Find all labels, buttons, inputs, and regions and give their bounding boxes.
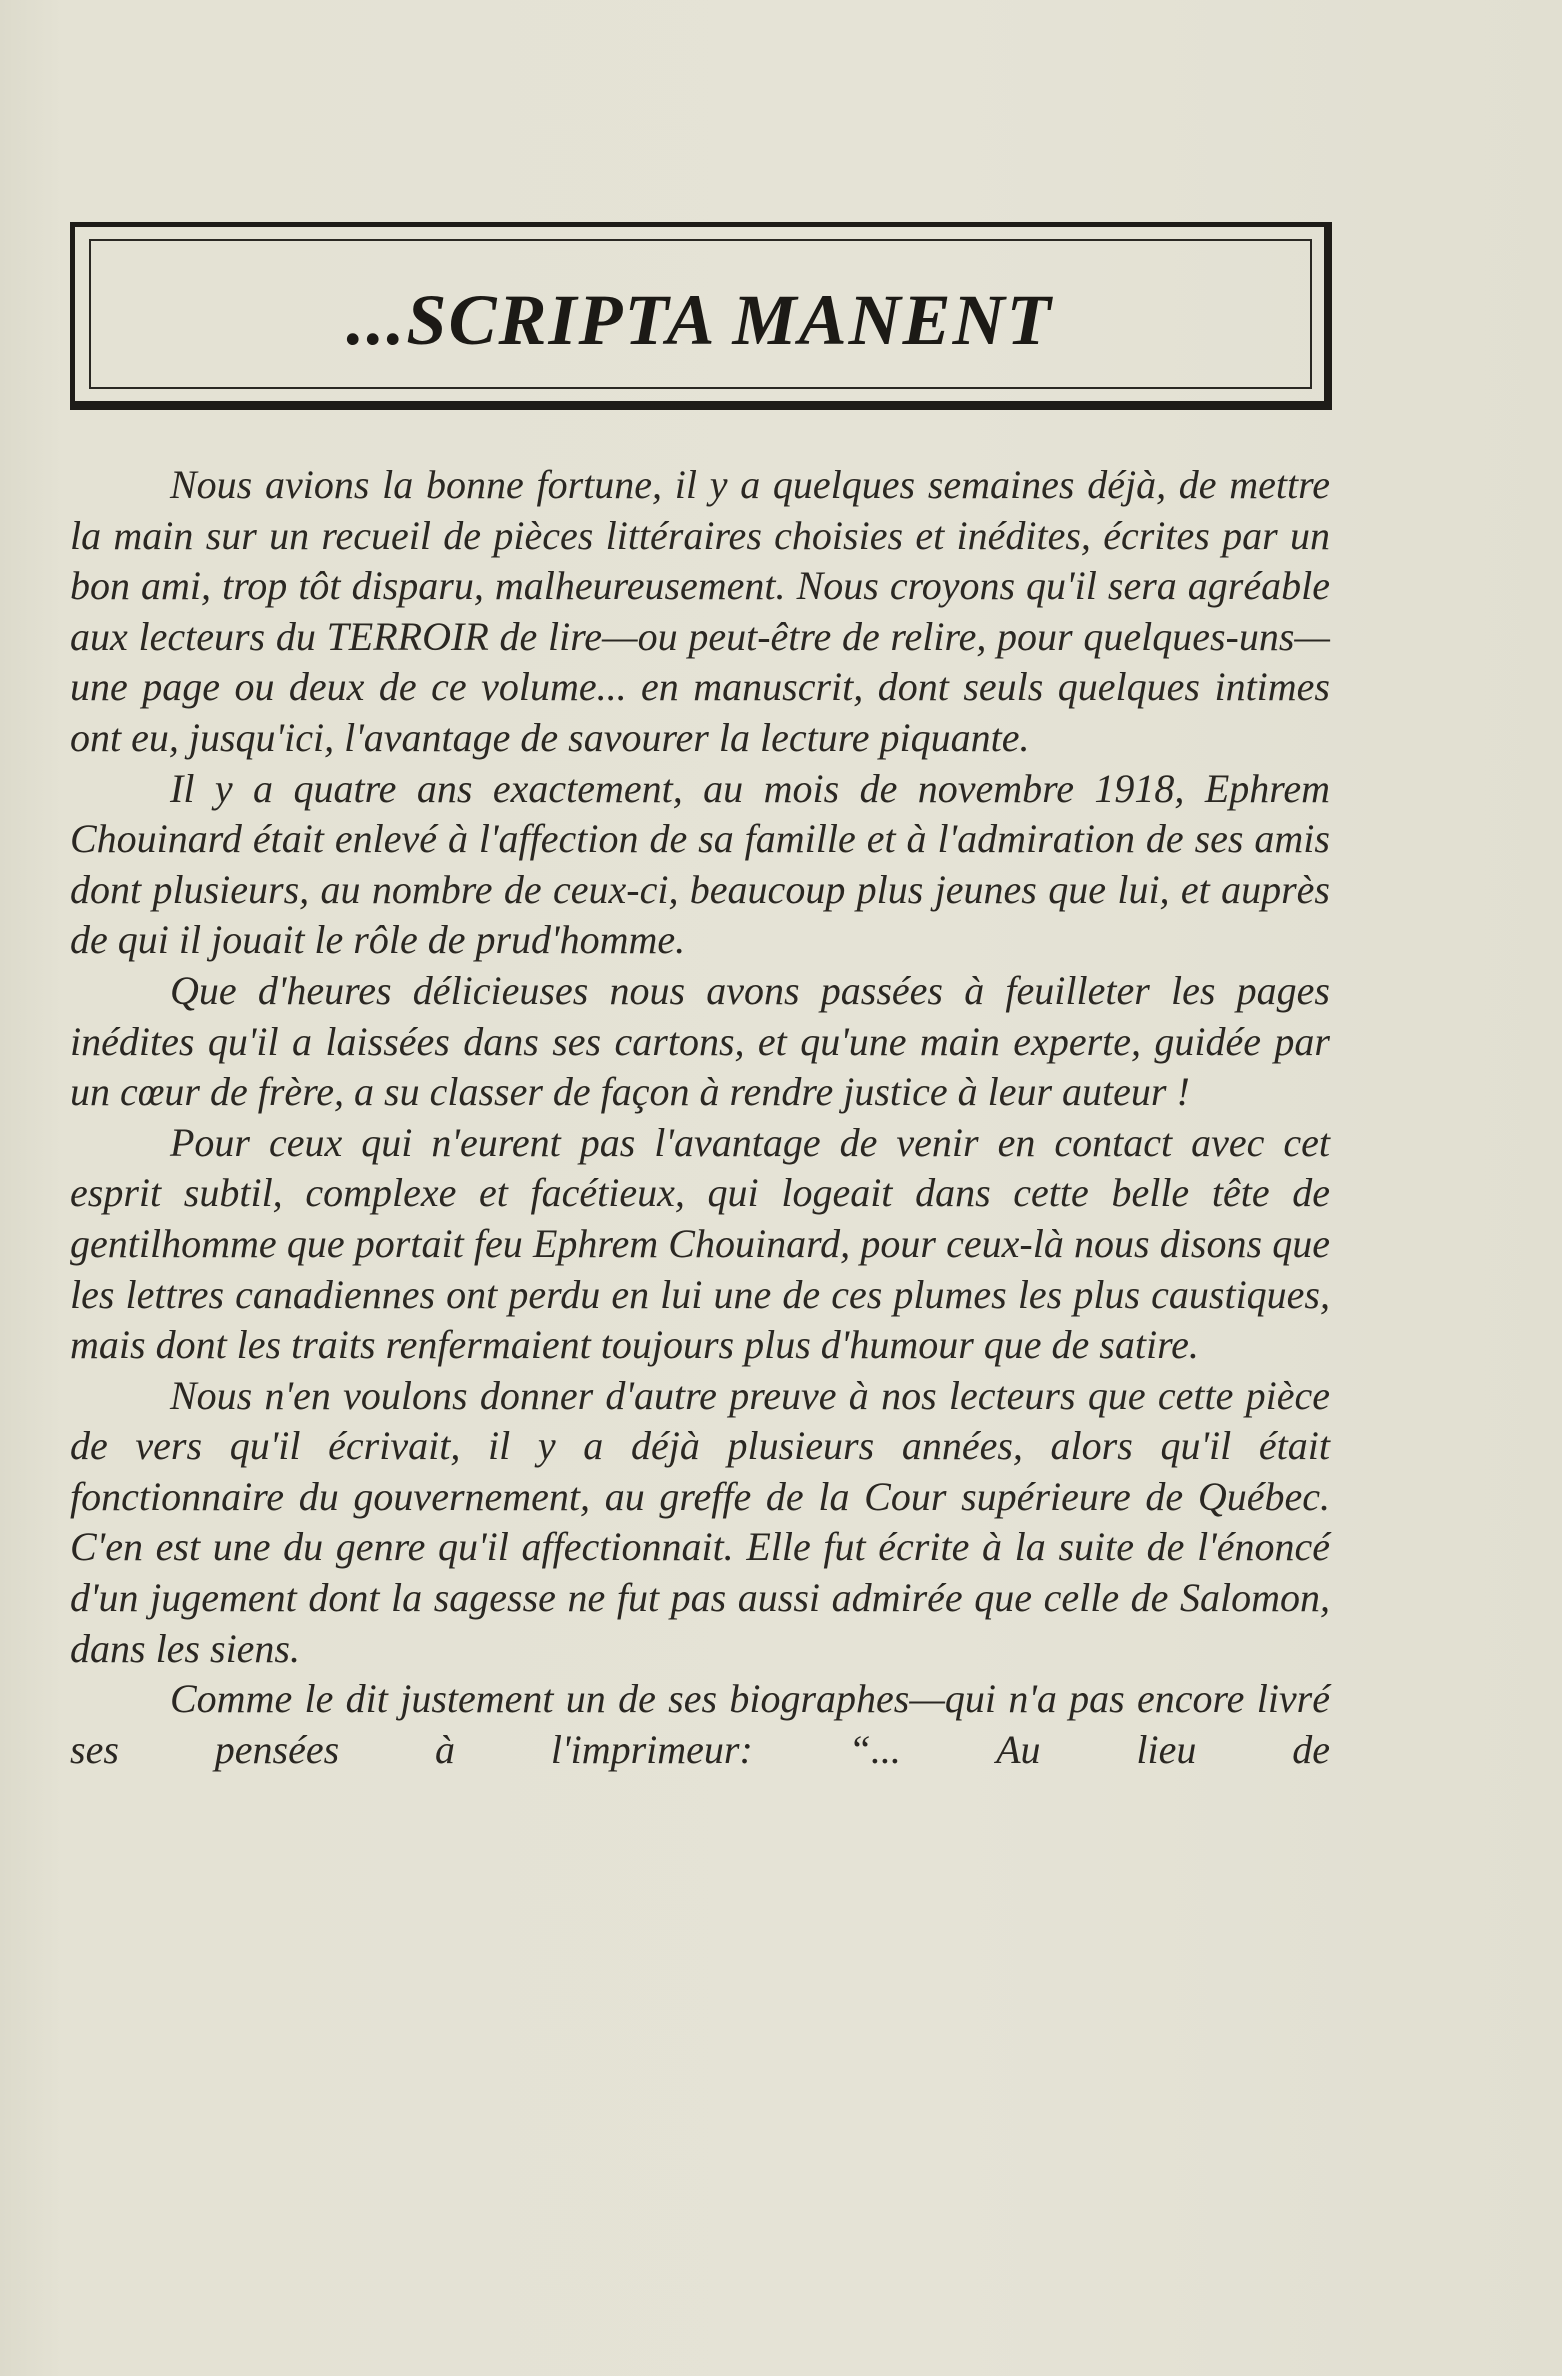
paragraph: Nous avions la bonne fortune, il y a quelques semaines déjà, de mettre la main sur un recueil de pièces littéraires choisies et inédites, écrites par un bon ami, trop tôt disparu, malheureusement. Nous croyons qu'il sera agréable aux lecteurs du TERROIR de lire—ou peut-être de relire, pour quelques-uns—une page ou deux de ce volume... en manuscrit, dont seuls quelques intimes ont eu, jusqu'ici, l'avantage de savourer la lecture piquante.	[70, 462, 1330, 760]
article-body	[70, 460, 1330, 1775]
paragraph: Que d'heures délicieuses nous avons passées à feuilleter les pages inédites qu'il a laissées dans ses cartons, et qu'une main experte, guidée par un cœur de frère, a su classer de façon à rendre justice à leur auteur !	[70, 967, 1330, 1115]
paragraph: Nous n'en voulons donner d'autre preuve à nos lecteurs que cette pièce de vers qu'il écrivait, il y a déjà plusieurs années, alors qu'il était fonctionnaire du gouvernement, au greffe de la Cour supérieure de Québec. C'en est une du genre qu'il affectionnait. Elle fut écrite à la suite de l'énoncé d'un jugement dont la sagesse ne fut pas aussi admirée que celle de Salomon, dans les siens.	[70, 1372, 1330, 1671]
title-frame	[70, 222, 1332, 410]
paragraph: Il y a quatre ans exactement, au mois de novembre 1918, Ephrem Chouinard était enlevé à l'affection de sa famille et à l'admiration de ses amis dont plusieurs, au nombre de ceux-ci, beaucoup plus jeunes que lui, et auprès de qui il jouait le rôle de prud'homme.	[70, 765, 1330, 963]
page-title: ...SCRIPTA MANENT	[346, 280, 1053, 360]
paragraph: Comme le dit justement un de ses biographes—qui n'a pas encore livré ses pensées à l'imprimeur: “... Au lieu de	[70, 1676, 1330, 1772]
paragraph: Pour ceux qui n'eurent pas l'avantage de venir en contact avec cet esprit subtil, complexe et facétieux, qui logeait dans cette belle tête de gentilhomme que portait feu Ephrem Chouinard, pour ceux-là nous disons que les lettres canadiennes ont perdu en lui une de ces plumes les plus caustiques, mais dont les traits renfermaient toujours plus d'humour que de satire.	[70, 1119, 1330, 1368]
